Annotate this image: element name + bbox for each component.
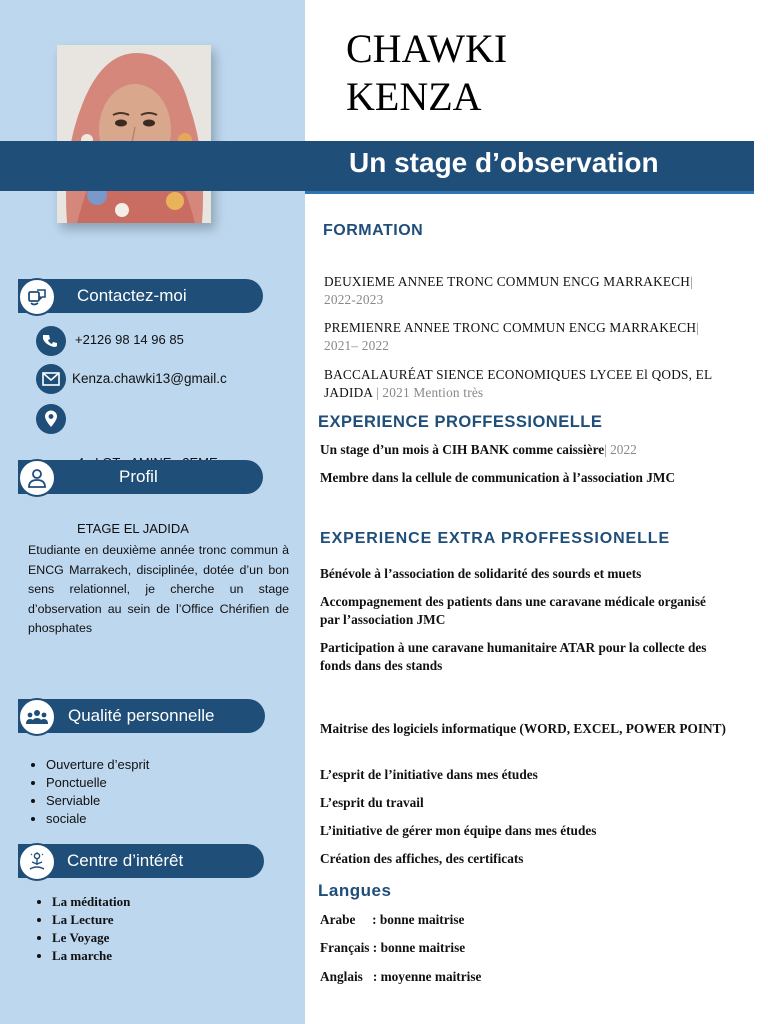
langues-heading: Langues (318, 881, 392, 900)
experience-item (320, 469, 710, 487)
envelope-icon (36, 364, 66, 394)
formation-heading: FORMATION (323, 222, 424, 239)
skill-item: Création des affiches, des certificats (320, 851, 524, 866)
formation-date: | 2021 Mention très (372, 385, 484, 400)
extra-item: Accompagnement des patients dans une caravane médicale organisé par l’association JMC (320, 594, 706, 627)
profile-photo (57, 45, 211, 223)
experience-text: Membre dans la cellule de communication à l’association JMC (320, 470, 676, 485)
experience-heading: EXPERIENCE PROFFESSIONELLE (318, 413, 603, 431)
list-item: • La méditation (52, 893, 130, 911)
formation-item (324, 366, 724, 402)
profil-text: Etudiante en deuxième année tronc commun à ENCG Marrakech, disciplinée, dotée d’un bon sens relationnel, je cherche un stage d’observation au sein de l’Office Chérifien de phosphates (28, 543, 289, 635)
experience-date: | 2022 (604, 442, 637, 457)
last-name: CHAWKI (346, 26, 508, 71)
phone-icon (36, 326, 66, 356)
phone-number[interactable]: +2126 98 14 96 85 (75, 332, 184, 347)
meditation-icon (18, 843, 56, 881)
qualite-list (28, 756, 149, 828)
address-line-2: ETAGE EL JADIDA (77, 521, 189, 536)
formation-text: PREMIENRE ANNEE TRONC COMMUN ENCG MARRAKECH (324, 320, 697, 335)
list-item: • Le Voyage (52, 929, 130, 947)
formation-text: BACCALAURÉAT SIENCE ECONOMIQUES LYCEE El QODS, EL JADIDA (324, 367, 712, 400)
list-item: • Serviable (46, 792, 149, 810)
experience-text: Un stage d’un mois à CIH BANK comme caissière (320, 442, 605, 457)
skill-item: Maitrise des logiciels informatique (WORD, EXCEL, POWER POINT) (320, 721, 726, 736)
interet-section-header (18, 844, 264, 878)
location-pin-icon (36, 404, 66, 434)
language-item: Anglais : moyenne maitrise (320, 969, 482, 984)
qualite-section-header (18, 699, 265, 733)
extra-item: Bénévole à l’association de solidarité des sourds et muets (320, 566, 642, 581)
formation-text: DEUXIEME ANNEE TRONC COMMUN ENCG MARRAKECH (324, 274, 691, 289)
objective-title: Un stage d’observation (349, 147, 659, 178)
first-name: KENZA (346, 74, 482, 119)
skill-item: L’initiative de gérer mon équipe dans mes études (320, 823, 597, 838)
contact-section-header (18, 279, 263, 313)
group-icon (18, 698, 56, 736)
profil-section-header (18, 460, 263, 494)
email-address[interactable]: Kenza.chawki13@gmail.c (72, 371, 227, 386)
candidate-name (346, 25, 507, 121)
profil-title: Profil (119, 467, 158, 486)
language-item: Arabe : bonne maitrise (320, 912, 465, 927)
list-item: • Ouverture d’esprit (46, 756, 149, 774)
person-icon (18, 459, 56, 497)
interet-title: Centre d’intérêt (67, 851, 184, 870)
experience-item (320, 441, 740, 459)
language-item: Français : bonne maitrise (320, 940, 466, 955)
extra-heading: EXPERIENCE EXTRA PROFFESSIONELLE (320, 530, 671, 547)
extra-item: Participation à une caravane humanitaire ATAR pour la collecte des fonds dans des stands (320, 640, 707, 673)
skill-item: L’esprit de l’initiative dans mes études (320, 767, 538, 782)
qualite-title: Qualité personnelle (68, 706, 215, 725)
contact-title: Contactez-moi (77, 286, 187, 305)
phone-chat-icon (18, 278, 56, 316)
formation-item (324, 319, 724, 355)
formation-date: | 2021– 2022 (324, 320, 700, 353)
interet-list (32, 893, 130, 965)
list-item: • La marche (52, 947, 130, 965)
list-item: • La Lecture (52, 911, 130, 929)
formation-date: | 2022-2023 (324, 274, 693, 307)
list-item: • sociale (46, 810, 149, 828)
skill-item: L’esprit du travail (320, 795, 424, 810)
formation-item (324, 273, 724, 309)
list-item: • Ponctuelle (46, 774, 149, 792)
